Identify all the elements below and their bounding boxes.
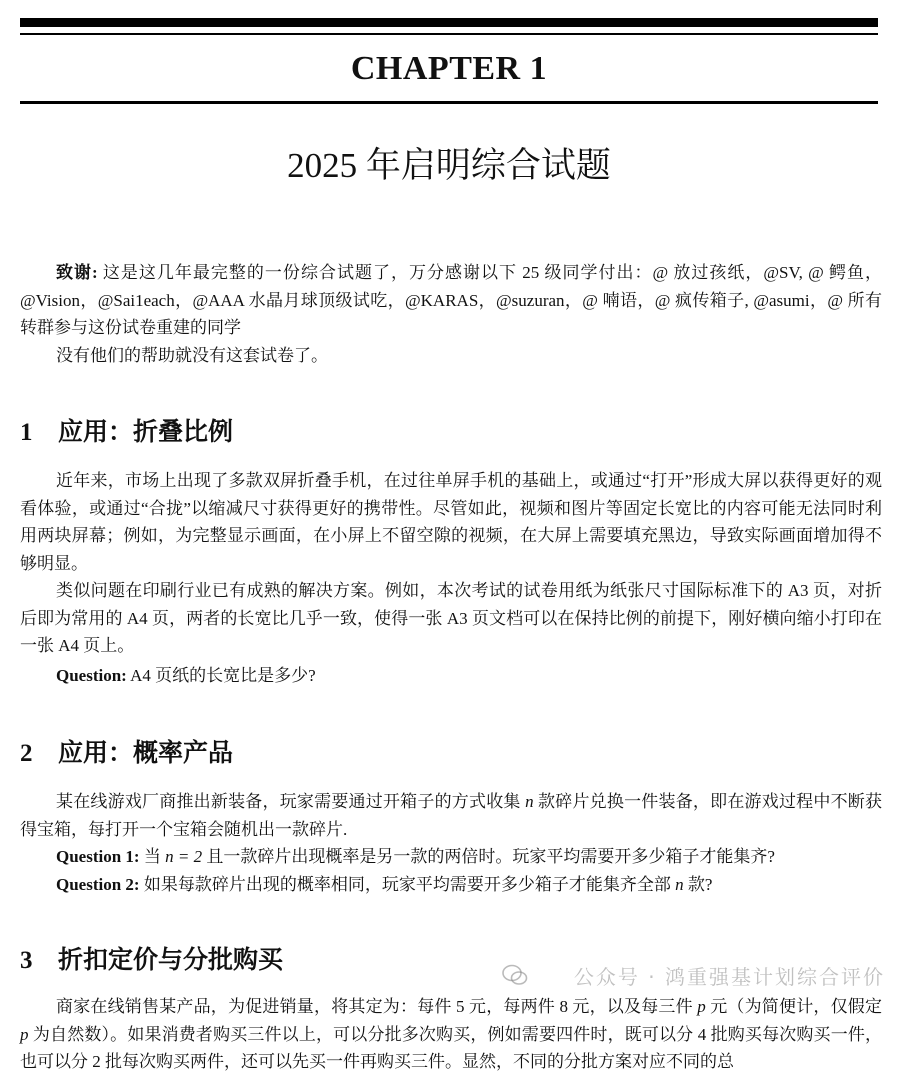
section-title: 折扣定价与分批购买 xyxy=(58,947,284,974)
ack-thanks: 没有他们的帮助就没有这套试卷了。 xyxy=(56,346,328,365)
math-expression: n = 2 xyxy=(165,847,203,866)
question-label: Question: xyxy=(56,666,127,685)
section-number: 3 xyxy=(20,947,33,974)
chapter-label: CHAPTER 1 xyxy=(350,50,548,87)
text-run: 如果每款碎片出现的概率相同，玩家平均需要开多少箱子才能集齐全部 xyxy=(139,875,676,894)
math-variable: n xyxy=(525,792,534,811)
text-run: 当 xyxy=(139,847,166,866)
question-label: Question 2: xyxy=(56,875,140,894)
section-title: 应用：概率产品 xyxy=(58,740,234,767)
acknowledgement-paragraph xyxy=(20,259,882,342)
math-variable: p xyxy=(697,997,706,1016)
section-number: 2 xyxy=(20,740,33,767)
section-1-paragraph-1: 近年来，市场上出现了多款双屏折叠手机，在过往单屏手机的基础上，或通过“打开”形成大屏以获得更好的观看体验，或通过“合拢”以缩减尺寸获得更好的携带性。尽管如此，视频和图片等固定长宽比的内容可能无法同时利用两块屏幕；例如，为完整显示画面，在小屏上不留空隙的视频，在大屏上需要填充黑边，导致实际画面增加得不够明显。 xyxy=(20,471,882,573)
section-1-paragraph-2: 类似问题在印刷行业已有成熟的解决方案。例如，本次考试的试卷用纸为纸张尺寸国际标准下的 A3 页，对折后即为常用的 A4 页，两者的长宽比几乎一致，使得一张 A3 页文档可以在保持比例的前提下，刚好横向缩小打印在一张 A4 页上。 xyxy=(20,581,882,655)
ack-lead: 致谢: xyxy=(56,263,98,282)
wechat-icon xyxy=(502,964,528,986)
top-rule-thick xyxy=(20,18,878,27)
section-number: 1 xyxy=(20,419,33,446)
top-rule-thin xyxy=(20,33,878,35)
text-run: 为自然数）。如果消费者购买三件以上，可以分批多次购买，例如需要四件时，既可以分 4 批购买每次购买一件，也可以分 2 批每次购买两件，还可以先买一件再购买三件。显然，不同的分批方案对应不同的总 xyxy=(20,1024,882,1071)
math-variable: n xyxy=(675,875,684,894)
section-3-heading xyxy=(20,940,283,976)
math-variable: p xyxy=(20,1024,29,1044)
section-title: 应用：折叠比例 xyxy=(58,419,234,446)
text-run: 商家在线销售某产品，为促进销量，将其定为：每件 5 元，每两件 8 元，以及每三件 xyxy=(56,997,698,1016)
section-2-heading xyxy=(20,733,233,769)
text-run: 款? xyxy=(683,875,713,894)
section-1-heading xyxy=(20,412,233,448)
text-run: 款碎片兑换一件装备，即在游戏过程中不断获得宝箱，每打开一个宝箱会随机出一款碎片. xyxy=(20,792,883,839)
question-text: A4 页纸的长宽比是多少? xyxy=(126,666,316,685)
chapter-rule xyxy=(20,101,878,104)
text-run: 元（为简便计，仅假定 xyxy=(705,997,882,1016)
text-run: 且一款碎片出现概率是另一款的两倍时。玩家平均需要开多少箱子才能集齐? xyxy=(202,847,775,866)
section-2-paragraph xyxy=(20,788,882,843)
page-title: 2025 年启明综合试题 xyxy=(287,146,611,185)
ack-body: 这是这几年最完整的一份综合试题了，万分感谢以下 25 级同学付出：@ 放过孩纸，@SV, @ 鳄鱼，@Vision，@Sai1each，@AAA 水晶月球顶级试吃，@KARAS，@suzuran，@ 喃语，@ 疯传箱子, @asumi，@ 所有转群参与这份试卷重建的同学 xyxy=(20,263,882,337)
question-label: Question 1: xyxy=(56,847,140,866)
watermark-text: 公众号 · 鸿重强基计划综合评价 xyxy=(573,965,885,989)
section-1-question xyxy=(56,662,882,690)
text-run: 某在线游戏厂商推出新装备，玩家需要通过开箱子的方式收集 xyxy=(56,792,526,811)
section-2-question-2 xyxy=(56,871,882,899)
section-2-question-1 xyxy=(56,843,882,871)
section-3-paragraph xyxy=(20,993,882,1076)
